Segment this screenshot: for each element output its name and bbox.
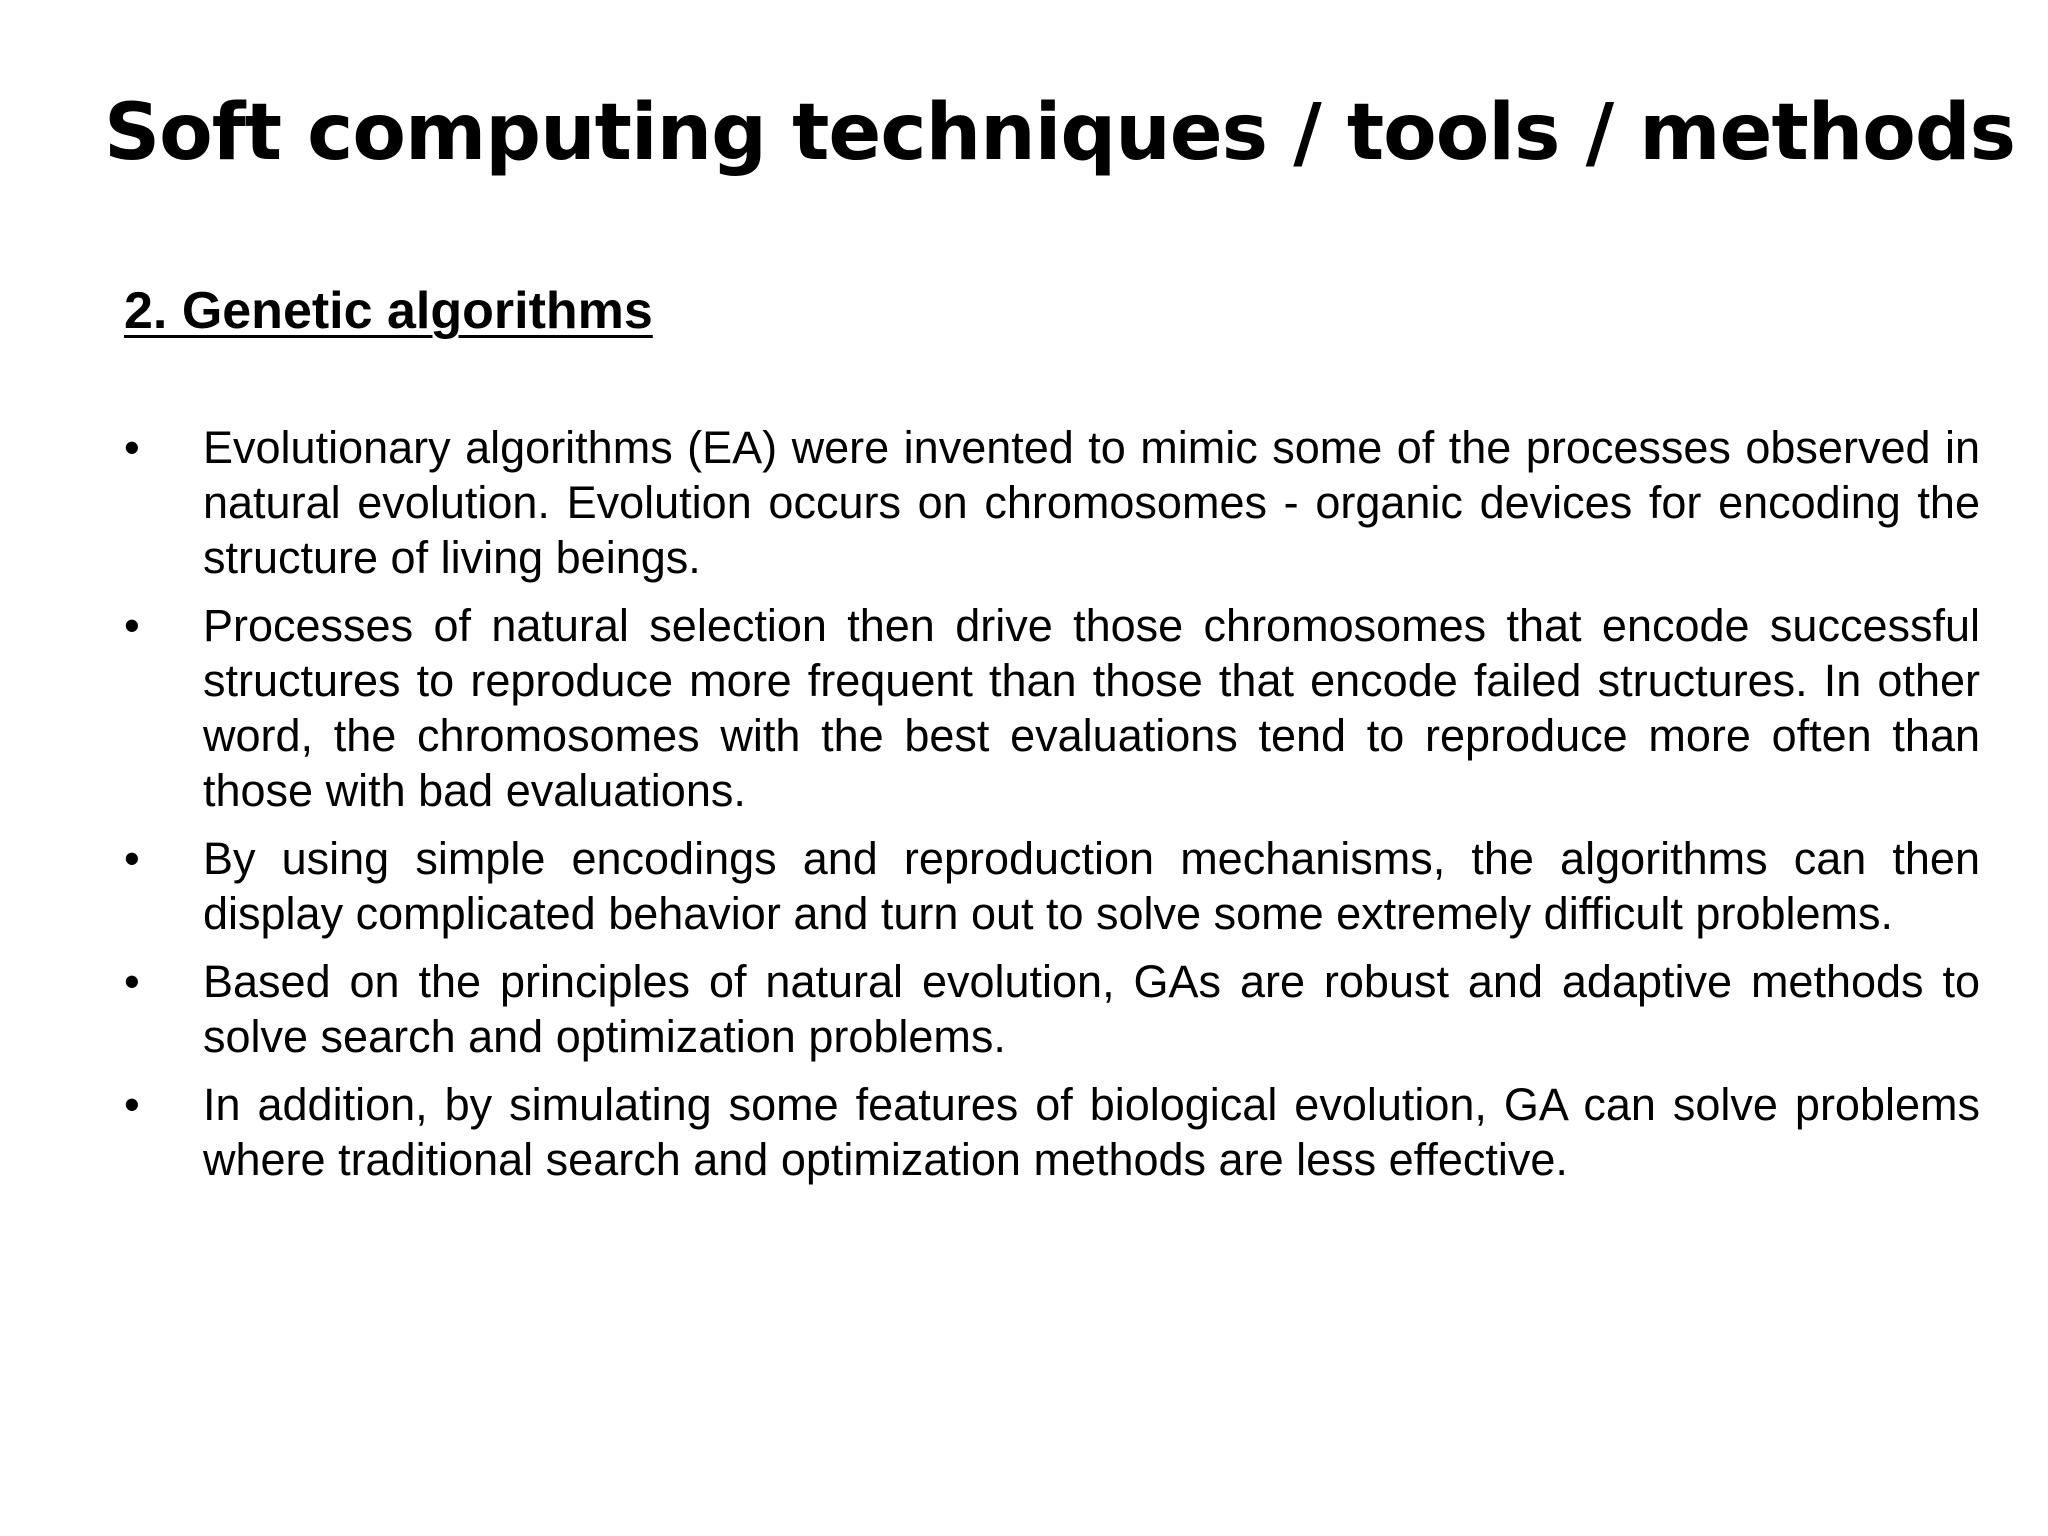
bullet-text: Processes of natural selection then drive those chromosomes that encode successful structures to reproduce more frequent than those that encode failed structures. In other word, the chromosomes with the best evaluations tend to reproduce more often than those with bad evaluations. [203,600,1980,816]
bullet-text: In addition, by simulating some features of biological evolution, GA can solve problems where traditional search and optimization methods are less effective. [203,1079,1980,1185]
bullet-icon: • [124,833,140,884]
bullet-item [124,598,1980,818]
bullet-list [124,420,1980,1200]
slide-title: Soft computing techniques / tools / methods [104,88,2016,178]
bullet-item [124,1077,1980,1187]
bullet-icon: • [124,422,140,473]
bullet-icon: • [124,1079,140,1130]
bullet-icon: • [124,956,140,1007]
bullet-text: By using simple encodings and reproduction mechanisms, the algorithms can then display complicated behavior and turn out to solve some extremely difficult problems. [203,833,1980,939]
bullet-text: Evolutionary algorithms (EA) were invented to mimic some of the processes observed in natural evolution. Evolution occurs on chromosomes - organic devices for encoding the structure of living beings. [203,422,1980,583]
bullet-item [124,954,1980,1064]
bullet-icon: • [124,600,140,651]
bullet-item [124,831,1980,941]
bullet-item [124,420,1980,585]
section-heading: 2. Genetic algorithms [124,282,653,340]
bullet-text: Based on the principles of natural evolution, GAs are robust and adaptive methods to solve search and optimization problems. [203,956,1980,1062]
